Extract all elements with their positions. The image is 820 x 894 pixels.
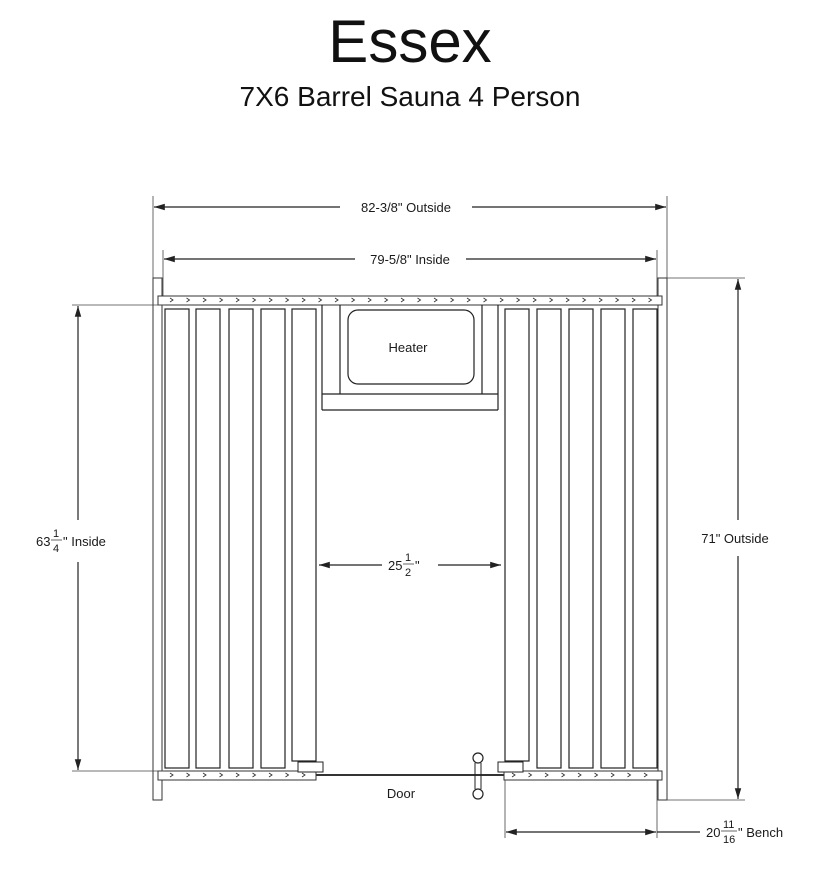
center-gap-dimension	[319, 552, 501, 579]
inside-width-dimension	[163, 250, 657, 296]
bench-width-whole: 20	[706, 825, 721, 840]
bench-width-suffix: " Bench	[738, 825, 784, 840]
right-bench	[505, 309, 657, 768]
bench-slat	[505, 309, 529, 761]
bench-slat	[537, 309, 561, 768]
bench-width-denominator: 16	[723, 834, 736, 846]
left-bench	[165, 309, 316, 768]
bench-slat	[569, 309, 593, 768]
door-jamb-right	[498, 762, 523, 772]
door	[298, 753, 523, 801]
bench-width-dimension	[505, 780, 783, 846]
page-title: Essex	[328, 8, 492, 75]
heater-enclosure	[322, 305, 498, 410]
bench-slat	[292, 309, 316, 761]
center-gap-suffix: "	[415, 558, 420, 573]
inside-depth-suffix: " Inside	[63, 534, 106, 549]
bench-slat	[261, 309, 285, 768]
left-end-post	[153, 278, 162, 800]
outside-width-dimension	[153, 196, 667, 300]
bench-slat	[165, 309, 189, 768]
inside-depth-dimension	[36, 305, 165, 771]
top-rail	[158, 296, 662, 305]
inside-depth-numerator: 1	[53, 528, 60, 540]
bench-slat	[196, 309, 220, 768]
heater-label: Heater	[388, 340, 428, 355]
door-label: Door	[386, 786, 416, 801]
center-gap-numerator: 1	[405, 552, 412, 564]
page-subtitle: 7X6 Barrel Sauna 4 Person	[239, 81, 581, 112]
bench-slat	[633, 309, 657, 768]
outside-depth-dimension	[667, 278, 769, 800]
right-end-post	[658, 278, 667, 800]
inside-depth-denominator: 4	[53, 543, 60, 555]
bench-width-numerator: 11	[723, 819, 735, 831]
center-gap-denominator: 2	[405, 567, 412, 579]
door-jamb-left	[298, 762, 323, 772]
outside-depth-label: 71" Outside	[701, 531, 769, 546]
center-gap-whole: 25	[388, 558, 403, 573]
bench-slat	[601, 309, 625, 768]
inside-depth-whole: 63	[36, 534, 51, 549]
bench-slat	[229, 309, 253, 768]
outside-width-label: 82-3/8" Outside	[361, 200, 451, 215]
inside-width-label: 79-5/8" Inside	[370, 252, 450, 267]
